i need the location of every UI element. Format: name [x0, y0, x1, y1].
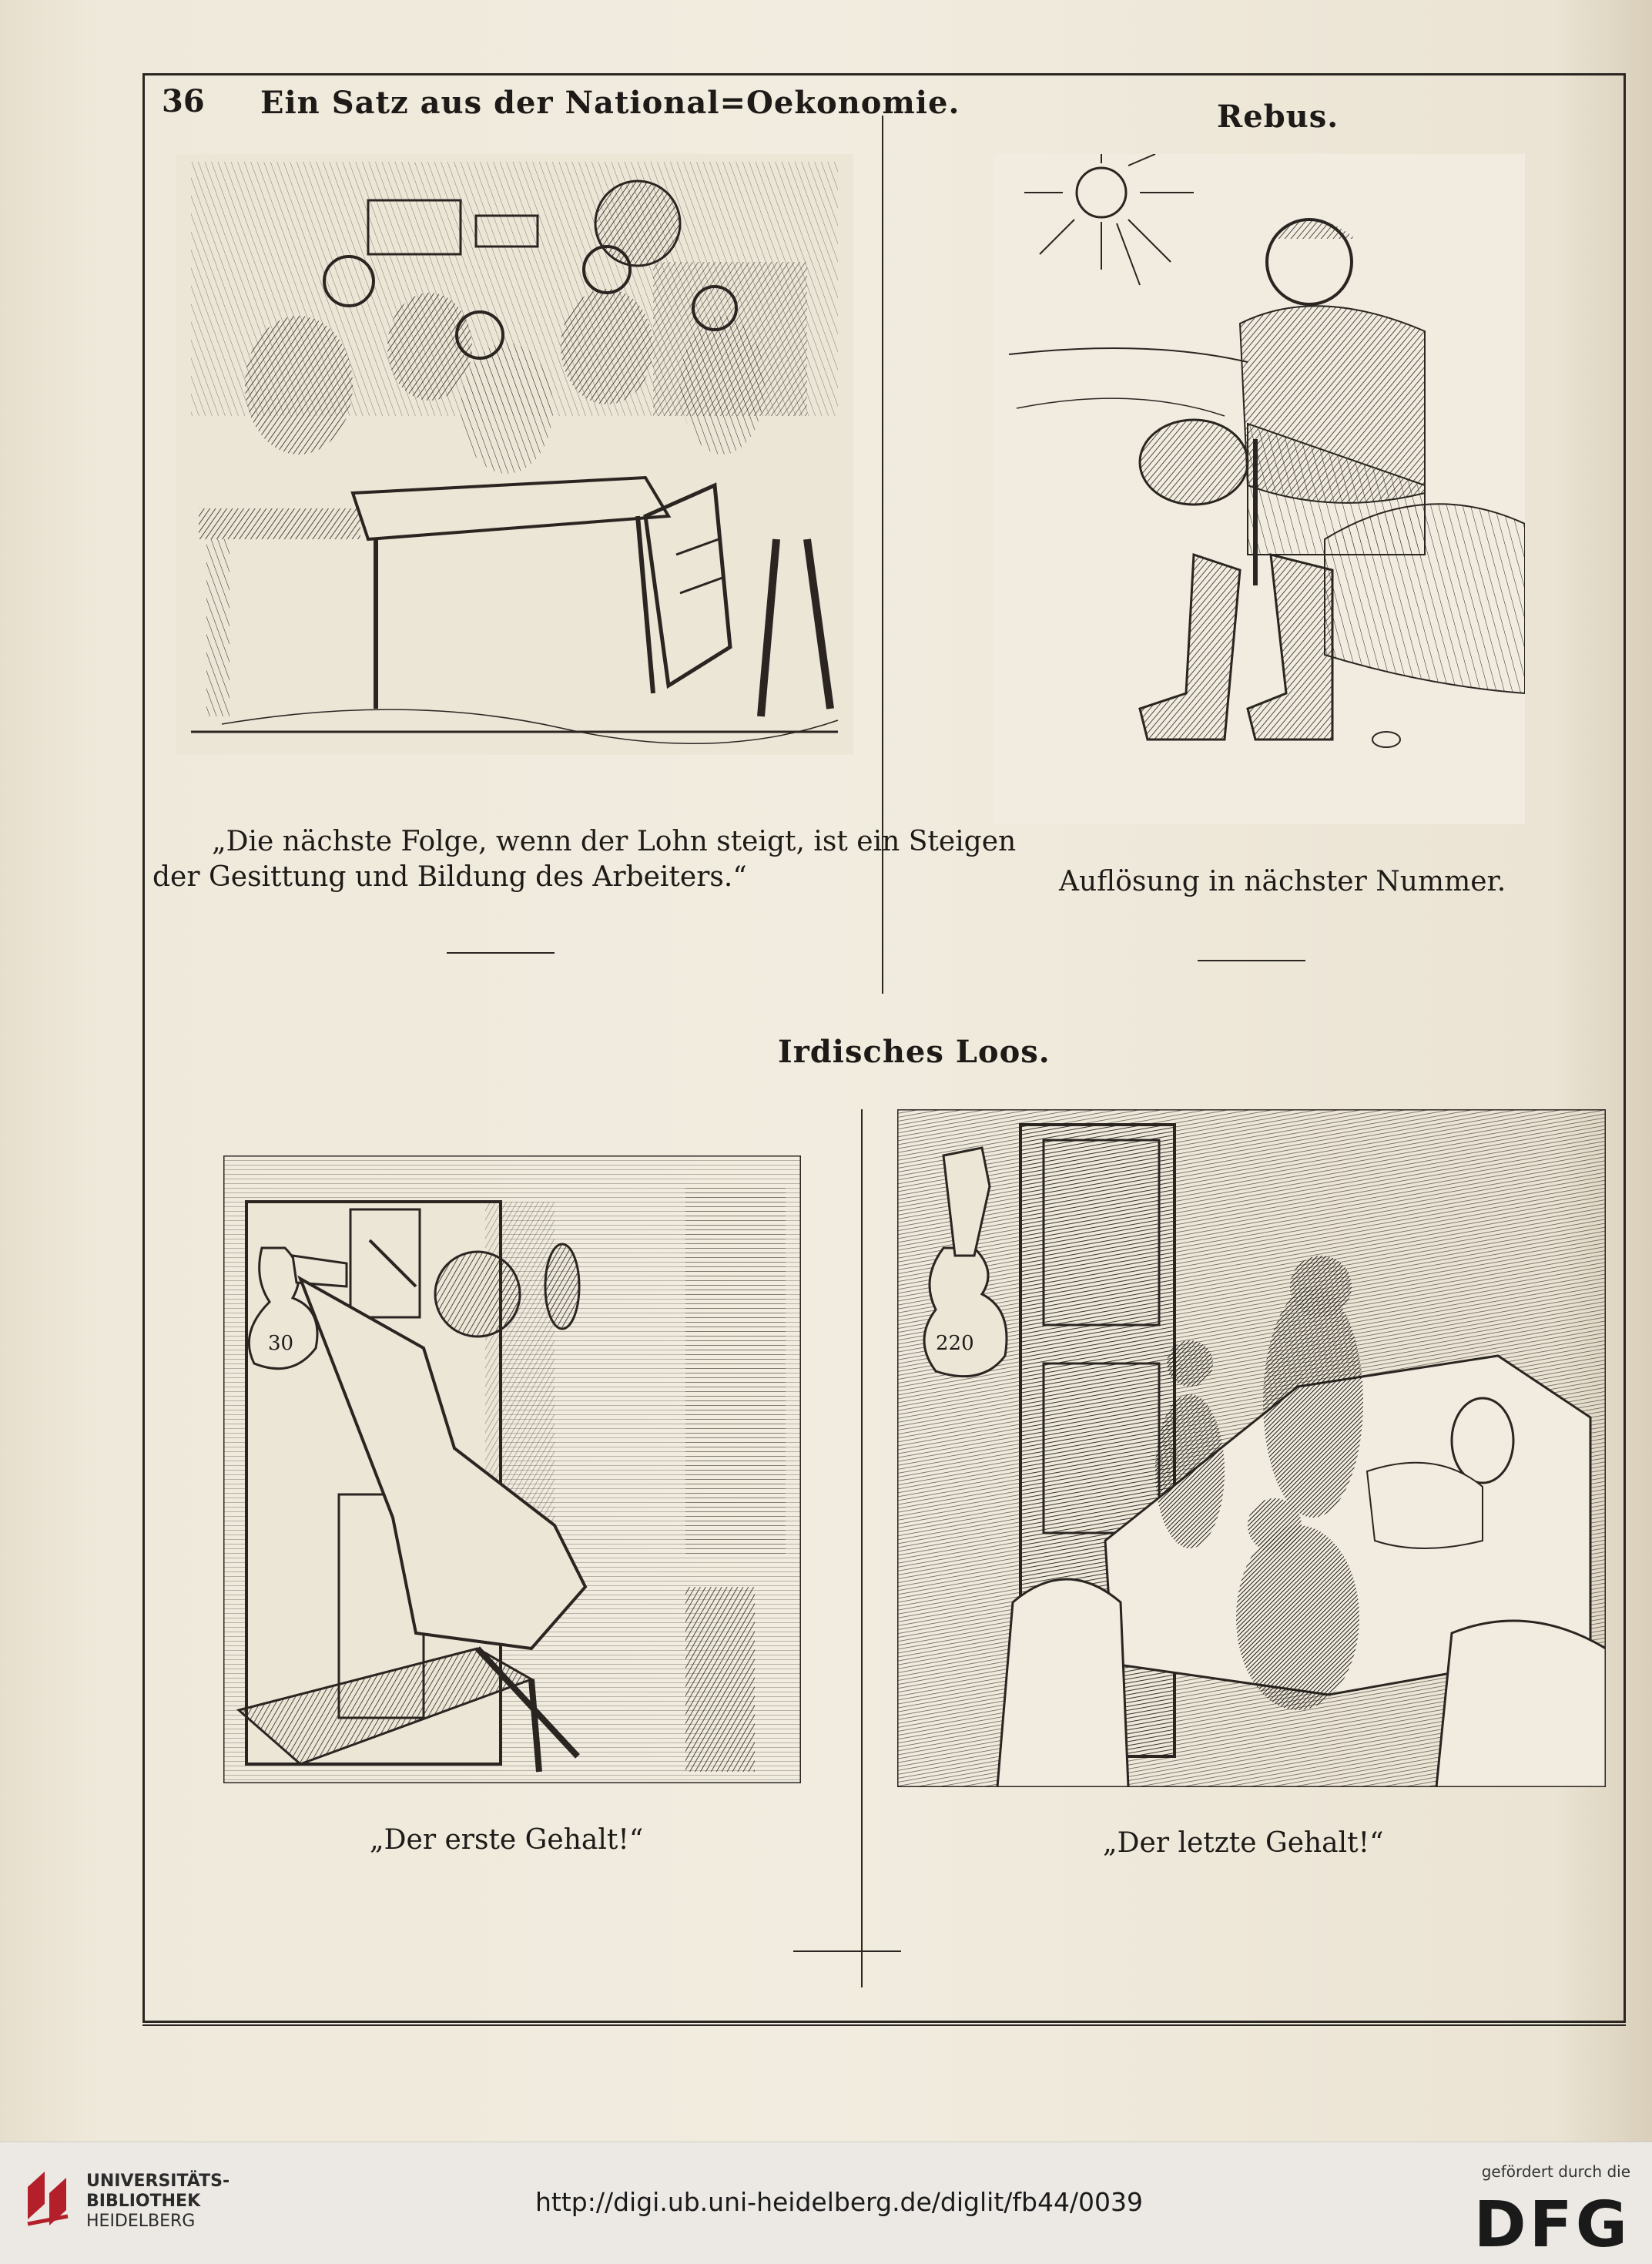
section-rule — [793, 1950, 901, 1952]
section-rule — [1198, 960, 1305, 961]
page-frame-outer-rule — [142, 2024, 1626, 2026]
library-logo-text — [86, 2172, 230, 2232]
logo-line-2: BIBLIOTHEK — [86, 2192, 201, 2211]
logo-line-3: HEIDELBERG — [86, 2212, 196, 2231]
erster-gehalt-illustration — [223, 1155, 801, 1783]
heading-national-oekonomie: Ein Satz aus der National=Oekonomie. — [260, 85, 960, 121]
heading-rebus: Rebus. — [1217, 99, 1339, 135]
digitization-footer — [0, 2142, 1652, 2264]
dfg-logo: DFG — [1473, 2189, 1630, 2262]
caption-erster-gehalt: „Der erste Gehalt!“ — [370, 1824, 644, 1856]
caption-national-oekonomie-line1: „Die nächste Folge, wenn der Lohn steigt, ist ein Steigen — [212, 826, 1017, 857]
logo-line-1: UNIVERSITÄTS- — [86, 2172, 230, 2191]
bottom-column-divider — [861, 1109, 863, 1987]
section-rule — [447, 952, 555, 954]
sponsor-label: gefördert durch die — [1481, 2162, 1630, 2181]
letzter-gehalt-illustration — [897, 1109, 1606, 1787]
tavern-brawl-illustration — [176, 154, 853, 755]
right-bag-label: 220 — [936, 1332, 974, 1355]
top-column-divider — [882, 116, 883, 994]
library-logo-icon — [22, 2165, 75, 2232]
left-bag-label: 30 — [268, 1332, 294, 1355]
caption-letzter-gehalt: „Der letzte Gehalt!“ — [1103, 1827, 1384, 1859]
heading-irdisches-loos: Irdisches Loos. — [778, 1034, 1051, 1070]
page-number: 36 — [162, 83, 205, 119]
rebus-illustration — [994, 154, 1525, 824]
caption-rebus: Auflösung in nächster Nummer. — [1059, 866, 1506, 897]
caption-national-oekonomie-line2: der Gesittung und Bildung des Arbeiters.“ — [152, 861, 747, 893]
permalink-url[interactable]: http://digi.ub.uni-heidelberg.de/diglit/fb44/0039 — [535, 2187, 1144, 2217]
